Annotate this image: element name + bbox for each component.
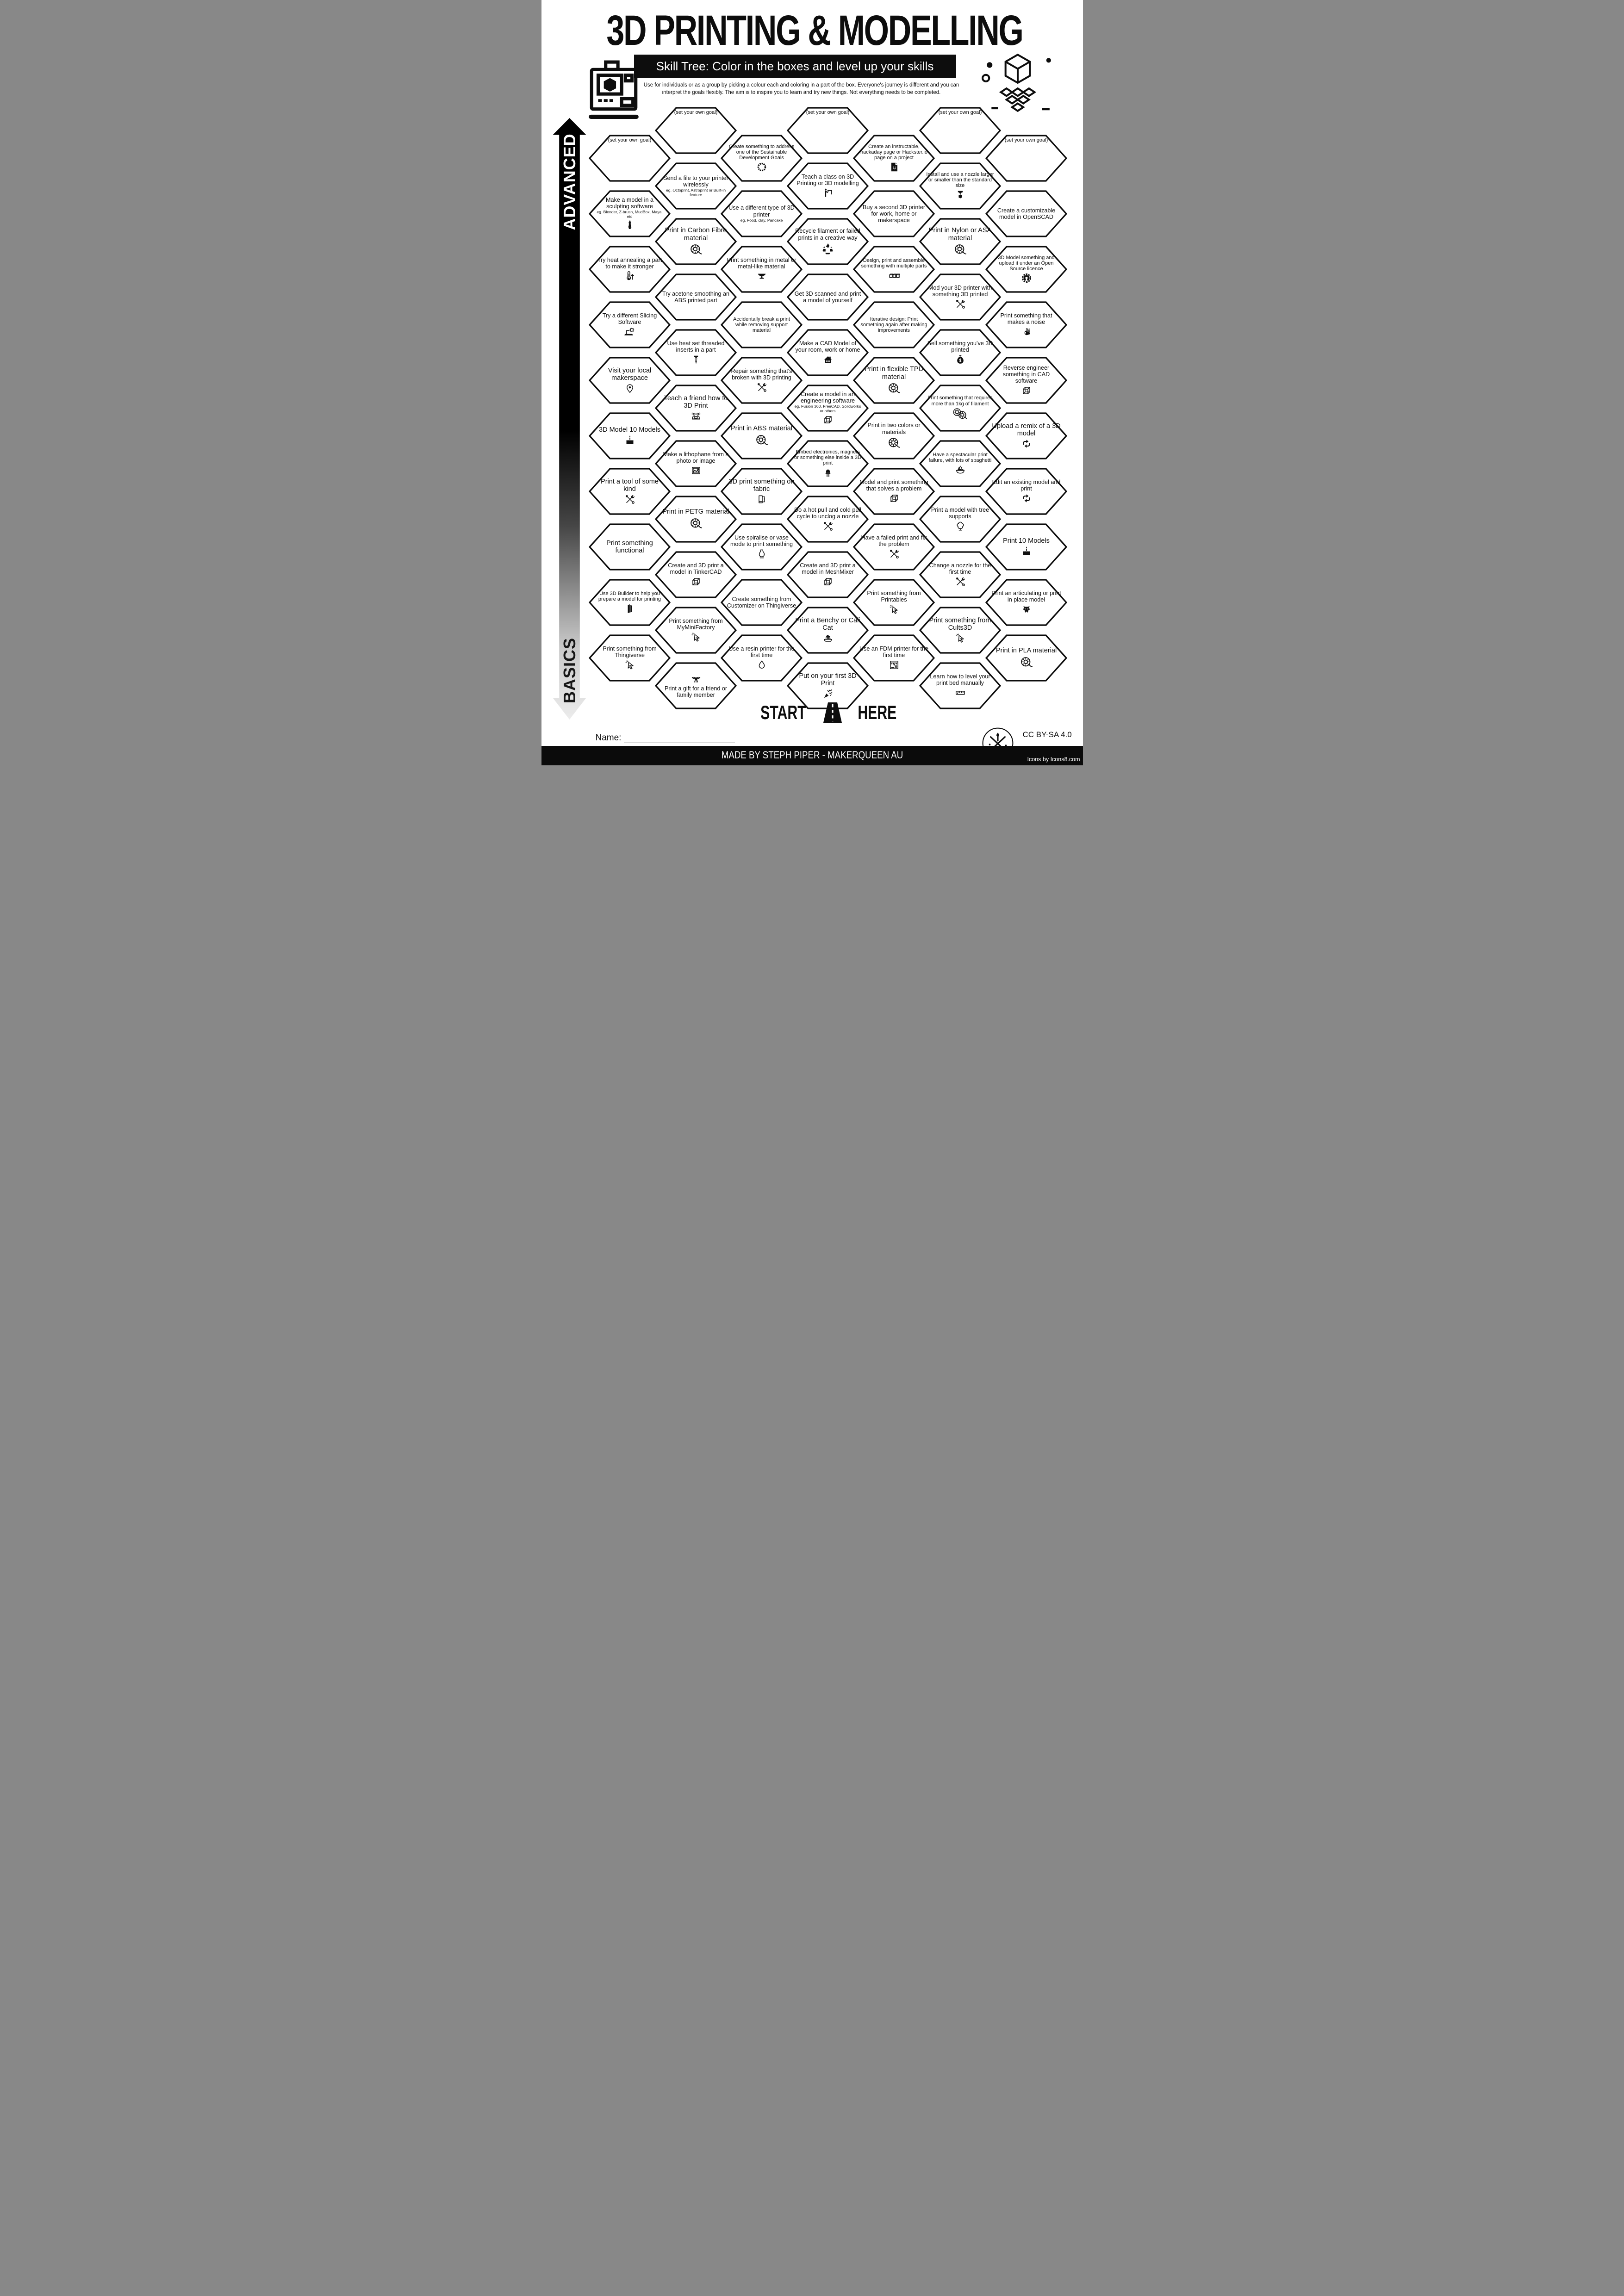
tree-icon (955, 521, 966, 532)
skill-label: Mod your 3D printer with something 3D printed (928, 284, 992, 298)
name-field (596, 733, 735, 743)
filament-spool-icon (755, 434, 768, 447)
cake-icon (624, 434, 635, 446)
skill-label: Create a model in an engineering software (801, 391, 855, 404)
skill-label: Create something from Customizer on Thingiverse (727, 596, 796, 609)
skill-label: Accidentally break a print while removing support material (733, 316, 790, 334)
skill-label: Print in Nylon or ASA material (928, 227, 992, 242)
skill-label: Print a Benchy or Cali Cat (795, 616, 860, 632)
page-smile-icon (889, 161, 900, 173)
goal-hex[interactable] (985, 134, 1067, 182)
page-title: 3D PRINTING & MODELLING (606, 7, 1023, 54)
filament-spool-icon (953, 243, 967, 256)
anvil-icon (756, 271, 767, 282)
remix-arrows-icon (1021, 493, 1032, 504)
cursor-click-icon (955, 633, 966, 644)
skill-hex[interactable] (985, 301, 1067, 349)
skill-label: Print in two colors or materials (867, 422, 921, 435)
skill-label: Teach a class on 3D Printing or 3D modelling (796, 173, 859, 186)
cube-wireframe-icon (691, 576, 702, 587)
skill-sub-label: eg. Fusion 360, FreeCAD, Solidworks or others (794, 403, 861, 413)
map-pin-icon (624, 383, 635, 394)
nozzle-icon (955, 189, 966, 200)
skill-label: Create a customizable model in OpenSCAD (997, 207, 1056, 220)
skill-label: Create and 3D print a model in MeshMixer (800, 562, 856, 575)
skill-label: 3D Model 10 Models (599, 426, 660, 434)
sdg-wheel-icon (756, 161, 767, 173)
cake-icon (1021, 546, 1032, 557)
skill-label: Make a lithophane from a photo or image (663, 451, 729, 464)
filament-spool-icon (887, 436, 901, 450)
fabric-icon (756, 494, 767, 505)
fdm-printer-icon (889, 659, 900, 670)
skill-label: Try a different Slicing Software (602, 312, 657, 325)
skill-label: Send a file to your printer wirelessly (663, 174, 728, 188)
skill-label: Edit an existing model and print (992, 478, 1061, 492)
dragon-icon (1021, 604, 1032, 615)
cube-wireframe-icon (822, 576, 834, 587)
spaghetti-icon (955, 464, 966, 475)
skill-hex[interactable] (985, 578, 1067, 627)
teacher-icon (822, 187, 834, 199)
skill-hex[interactable] (985, 634, 1067, 682)
skill-sub-label: eg. Food, clay, Pancake (740, 217, 783, 223)
skill-tree-poster (541, 0, 1083, 765)
gift-bow-icon (691, 674, 702, 685)
benchy-icon (822, 633, 834, 644)
start-here-marker (749, 701, 907, 724)
skill-label: Design, print and assemble something with multiple parts (861, 257, 927, 269)
skill-label: Print an articulating or print in place model (991, 590, 1061, 603)
cubes-three-icon (889, 270, 900, 281)
skill-label: Use heat set threaded inserts in a part (667, 340, 725, 353)
statue-icon (624, 220, 635, 231)
skill-label: Print 10 Models (1003, 537, 1050, 545)
skill-sub-label: eg. Blender, Z-brush, MudBox, Maya, etc (597, 209, 663, 219)
money-bag-icon (955, 354, 966, 365)
skill-label: Try heat annealing a part to make it stronger (597, 256, 662, 270)
skill-label: Print in ABS material (731, 425, 792, 433)
skill-label: Print something that makes a noise (1000, 312, 1052, 325)
skill-hex[interactable] (985, 467, 1067, 515)
skill-label: Recycle filament or failed prints in a creative way (795, 228, 860, 241)
printer-3d-icon (588, 59, 640, 120)
skill-label: (set your own goal) (674, 110, 718, 115)
remix-arrows-icon (1021, 438, 1032, 449)
skill-label: Teach a friend how to 3D Print (664, 394, 728, 410)
skill-label: 3D print something on fabric (728, 478, 795, 493)
skill-label: Make a CAD Model of your room, work or home (795, 340, 860, 353)
icons8-credit: Icons by Icons8.com (1027, 756, 1080, 763)
skill-label: (set your own goal) (1004, 137, 1048, 143)
skill-label: Buy a second 3D printer for work, home or makerspace (862, 204, 926, 224)
skill-label: Do a hot pull and cold pull cycle to unclog a nozzle (794, 506, 861, 520)
skill-label: (set your own goal) (806, 110, 850, 115)
cube-wireframe-icon (1021, 385, 1032, 396)
start-label: START (760, 701, 806, 723)
tools-icon (889, 548, 900, 559)
recycle-icon (821, 242, 834, 255)
skill-hex[interactable] (985, 190, 1067, 238)
skill-label: (set your own goal) (608, 137, 652, 143)
poster-description: Use for individuals or as a group by picking a colour each and coloring in a part of the box. Everyone's journey is different and you can interpret the goals flexibly. The aim is to inspire you to learn and try new things. Not everything needs to be completed. (643, 82, 959, 96)
skill-hex[interactable] (985, 523, 1067, 571)
skill-tree-banner: Skill Tree: Color in the boxes and level up your skills (634, 55, 956, 78)
filament-spool-icon (1020, 656, 1033, 669)
skill-label: Repair something that's broken with 3D printing (731, 367, 792, 381)
filament-spool-icon (689, 517, 703, 530)
skill-label: Have a failed print and fix the problem (861, 534, 927, 547)
cube-wireframe-icon (822, 414, 834, 425)
road-icon (821, 701, 845, 724)
skill-label: Print in PLA material (996, 647, 1057, 655)
open-source-icon (1021, 273, 1032, 284)
skill-label: Get 3D scanned and print a model of yourself (794, 290, 861, 304)
skill-label: Create an instructable, hackaday page or Hackster.io page on a project (860, 143, 927, 161)
skill-label: Make a model in a sculpting software (606, 196, 653, 210)
skill-label: Print something from Cults3D (929, 616, 991, 632)
skill-label: Print something from Thingiverse (603, 645, 657, 658)
house-icon (822, 354, 834, 365)
skill-label: Use a different type of 3D printer (728, 205, 795, 218)
skill-label: (set your own goal) (938, 110, 982, 115)
skill-label: Put on your first 3D Print (799, 672, 857, 687)
skill-label: Use a resin printer for the first time (728, 645, 795, 658)
drop-icon (756, 659, 767, 670)
thermometer-up-icon (624, 271, 635, 282)
here-label: HERE (857, 701, 896, 723)
skill-hex[interactable] (985, 356, 1067, 404)
name-label: Name: (595, 733, 622, 743)
skill-label: Visit your local makerspace (608, 366, 652, 382)
skill-label: Try acetone smoothing an ABS printed part (662, 290, 730, 304)
tools-icon (624, 494, 635, 505)
skill-label: Learn how to level your print bed manually (930, 673, 990, 686)
skill-hex[interactable] (985, 412, 1067, 460)
credit-text: MADE BY STEPH PIPER - MAKERQUEEN AU (721, 749, 903, 761)
skill-sub-label: eg. Octoprint, Astroprint or Built-in feature (666, 187, 726, 197)
skill-label: Use 3D Builder to help you prepare a model for printing (598, 590, 661, 602)
tools-icon (955, 298, 966, 310)
skill-label: Upload a remix of a 3D model (992, 422, 1061, 437)
teach-friends-icon (691, 410, 702, 422)
footer-bar (541, 746, 1083, 765)
screw-icon (691, 354, 702, 365)
skill-label: Iterative design: Print something again after making improvements (860, 316, 927, 334)
skill-label: Have a spectacular print failure, with lots of spaghetti (928, 452, 992, 463)
skill-label: Print in PETG material (662, 508, 729, 516)
skill-label: Print something functional (606, 539, 653, 554)
skill-label: Embed electronics, magnets or something else inside a 3D print (794, 449, 861, 466)
builder-icon (624, 603, 635, 614)
skill-label: Print in flexible TPU material (864, 366, 924, 381)
skill-label: Create and 3D print a model in TinkerCAD (668, 562, 724, 575)
cursor-click-icon (691, 632, 702, 643)
ruler-icon (955, 687, 966, 698)
cursor-click-icon (624, 659, 635, 670)
laptop-gear-icon (624, 326, 635, 337)
skill-label: Print something in metal or metal-like material (727, 256, 796, 270)
skill-label: Print a tool of some kind (601, 478, 659, 493)
led-icon (822, 467, 834, 478)
party-icon (822, 688, 834, 699)
skill-label: Print in Carbon Fibre material (665, 227, 727, 242)
axis-label-basics: BASICS (560, 637, 579, 704)
cube-wireframe-icon (889, 493, 900, 504)
lithophane-icon (691, 465, 702, 476)
tools-icon (756, 382, 767, 393)
skill-label: Use spiralise or vase mode to print something (730, 534, 793, 547)
tools-icon (955, 576, 966, 587)
vase-icon (756, 548, 767, 559)
skill-label: Print something that requires more than 1kg of filament (927, 395, 993, 407)
skill-label: Change a nozzle for the first time (929, 562, 991, 575)
filament-spools-icon (953, 408, 967, 421)
tools-icon (822, 521, 834, 532)
skill-label: Reverse engineer something in CAD software (1002, 364, 1050, 385)
cursor-click-icon (889, 604, 900, 615)
skill-label: 3D Model something and upload it under an Open Source licence (998, 254, 1055, 272)
license-text: CC BY-SA 4.0 (1022, 730, 1072, 739)
whistle-icon (1021, 326, 1032, 337)
skill-label: Sell something you've 3D printed (927, 340, 993, 353)
skill-label: Install and use a nozzle larger or smaller than the standard size (926, 171, 994, 189)
skill-label: Use an FDM printer for the first time (859, 645, 929, 658)
filament-spool-icon (887, 382, 901, 395)
skill-label: Model and print something that solves a problem (859, 478, 928, 492)
skill-label: Print something from Printables (867, 590, 921, 603)
axis-label-advanced: ADVANCED (560, 133, 579, 230)
skill-hex[interactable] (985, 245, 1067, 293)
name-input-line[interactable] (624, 735, 735, 743)
skill-label: Print a gift for a friend or family member (664, 685, 728, 698)
filament-spool-icon (689, 243, 703, 256)
skill-label: Print something from MyMiniFactory (669, 617, 723, 631)
skill-label: Print a model with tree supports (931, 506, 989, 520)
skill-label: Create something to address one of the Sustainable Development Goals (728, 143, 795, 161)
